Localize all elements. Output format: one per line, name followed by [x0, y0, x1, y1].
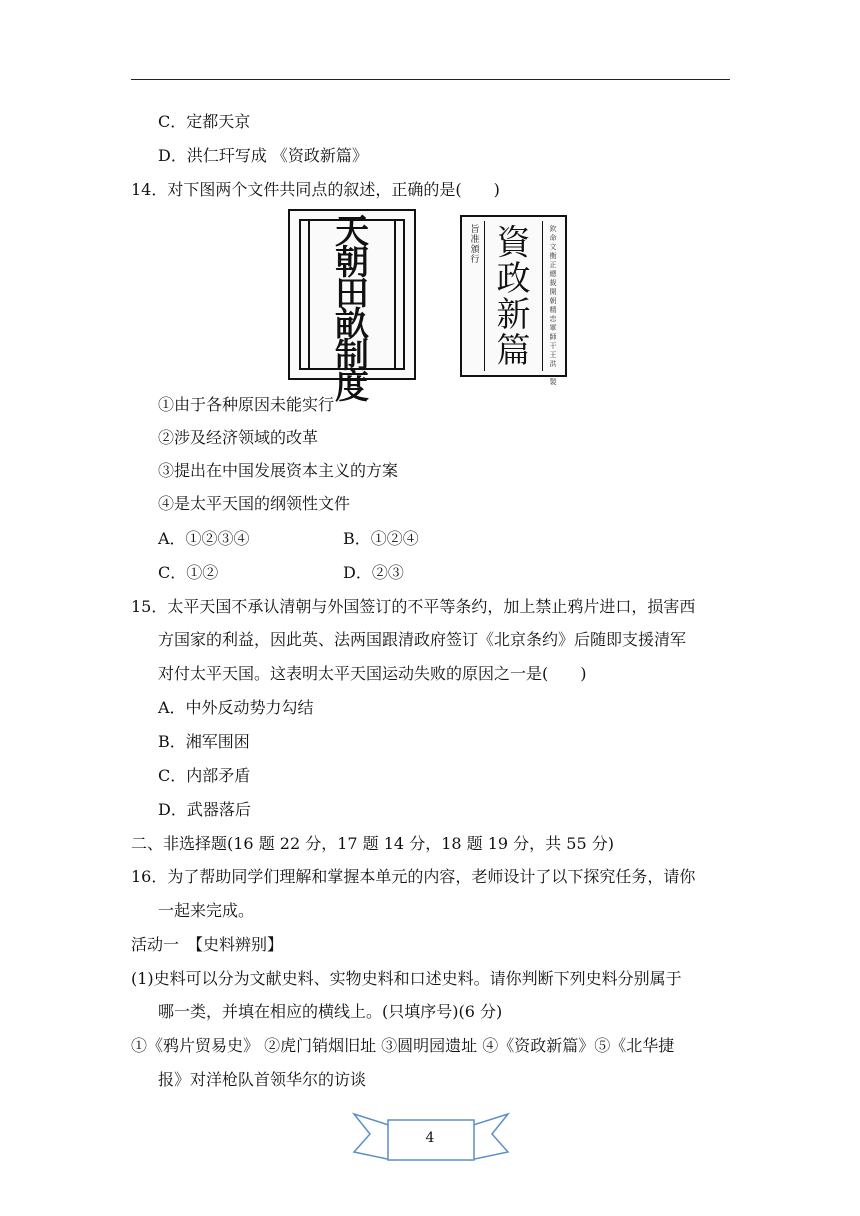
q16-sources-line-2: 报》对洋枪队首领华尔的访谈 [158, 1070, 367, 1089]
q15-option-c: C．内部矛盾 [158, 766, 251, 785]
q15-option-a: A．中外反动势力勾结 [158, 698, 314, 717]
section-2-heading: 二、非选择题(16 题 22 分，17 题 14 分，18 题 19 分，共 55 分) [131, 834, 614, 853]
cover2-left-column: 旨 准 頒 行 [470, 225, 480, 265]
q16-stem-line-1: 16．为了帮助同学们理解和掌握本单元的内容，老师设计了以下探究任务，请你 [131, 867, 696, 886]
q14-option-a: A．①②③④ [158, 529, 250, 548]
q16-sources-line-1: ①《鸦片贸易史》 ②虎门销烟旧址 ③圆明园遗址 ④《资政新篇》⑤《北华捷 [131, 1036, 675, 1055]
q14-option-b: B．①②④ [343, 529, 419, 548]
q14-item-2: ②涉及经济领域的改革 [158, 428, 319, 447]
q13-option-c: C．定都天京 [158, 112, 251, 131]
cover2-title: 資 政 新 篇 [496, 223, 531, 371]
q14-stem: 14．对下图两个文件共同点的叙述，正确的是( ) [131, 180, 500, 199]
tianchao-tianmu-zhidu-cover-image [288, 209, 416, 407]
q14-option-d: D．②③ [343, 563, 404, 582]
header-rule [131, 79, 730, 80]
q15-stem-line-3: 对付太平天国。这表明太平天国运动失败的原因之一是( ) [158, 664, 587, 683]
q16-sub1-line-2: 哪一类，并填在相应的横线上。(只填序号)(6 分) [158, 1002, 503, 1021]
page-number: 4 [425, 1130, 435, 1146]
q14-item-3: ③提出在中国发展资本主义的方案 [158, 461, 399, 480]
q15-stem-line-1: 15．太平天国不承认清朝与外国签订的不平等条约，加上禁止鸦片进口，损害西 [131, 597, 696, 616]
activity-1-heading: 活动一 【史料辨别】 [131, 935, 284, 954]
q15-option-b: B．湘军围困 [158, 732, 250, 751]
q14-item-1: ①由于各种原因未能实行 [158, 395, 335, 414]
q16-sub1-line-1: (1)史料可以分为文献史料、实物史料和口述史料。请你判断下列史料分别属于 [131, 969, 682, 988]
q13-option-d: D．洪仁玕写成 《资政新篇》 [158, 146, 368, 165]
q14-item-4: ④是太平天国的纲领性文件 [158, 494, 351, 513]
q15-stem-line-2: 方国家的利益，因此英、法两国跟清政府签订《北京条约》后随即支援清军 [158, 630, 687, 649]
zizheng-xinpian-cover-image [460, 215, 567, 386]
cover2-right-column: 欽 命 文 衡 正 總 裁 開 朝 精 忠 軍 師 干 王 洪 製 [549, 225, 557, 386]
cover1-title: 天 朝 田 畝 制 度 [335, 212, 369, 407]
q16-stem-line-2: 一起来完成。 [158, 901, 255, 920]
q15-option-d: D．武器落后 [158, 800, 251, 819]
q14-option-c: C．①② [158, 563, 219, 582]
